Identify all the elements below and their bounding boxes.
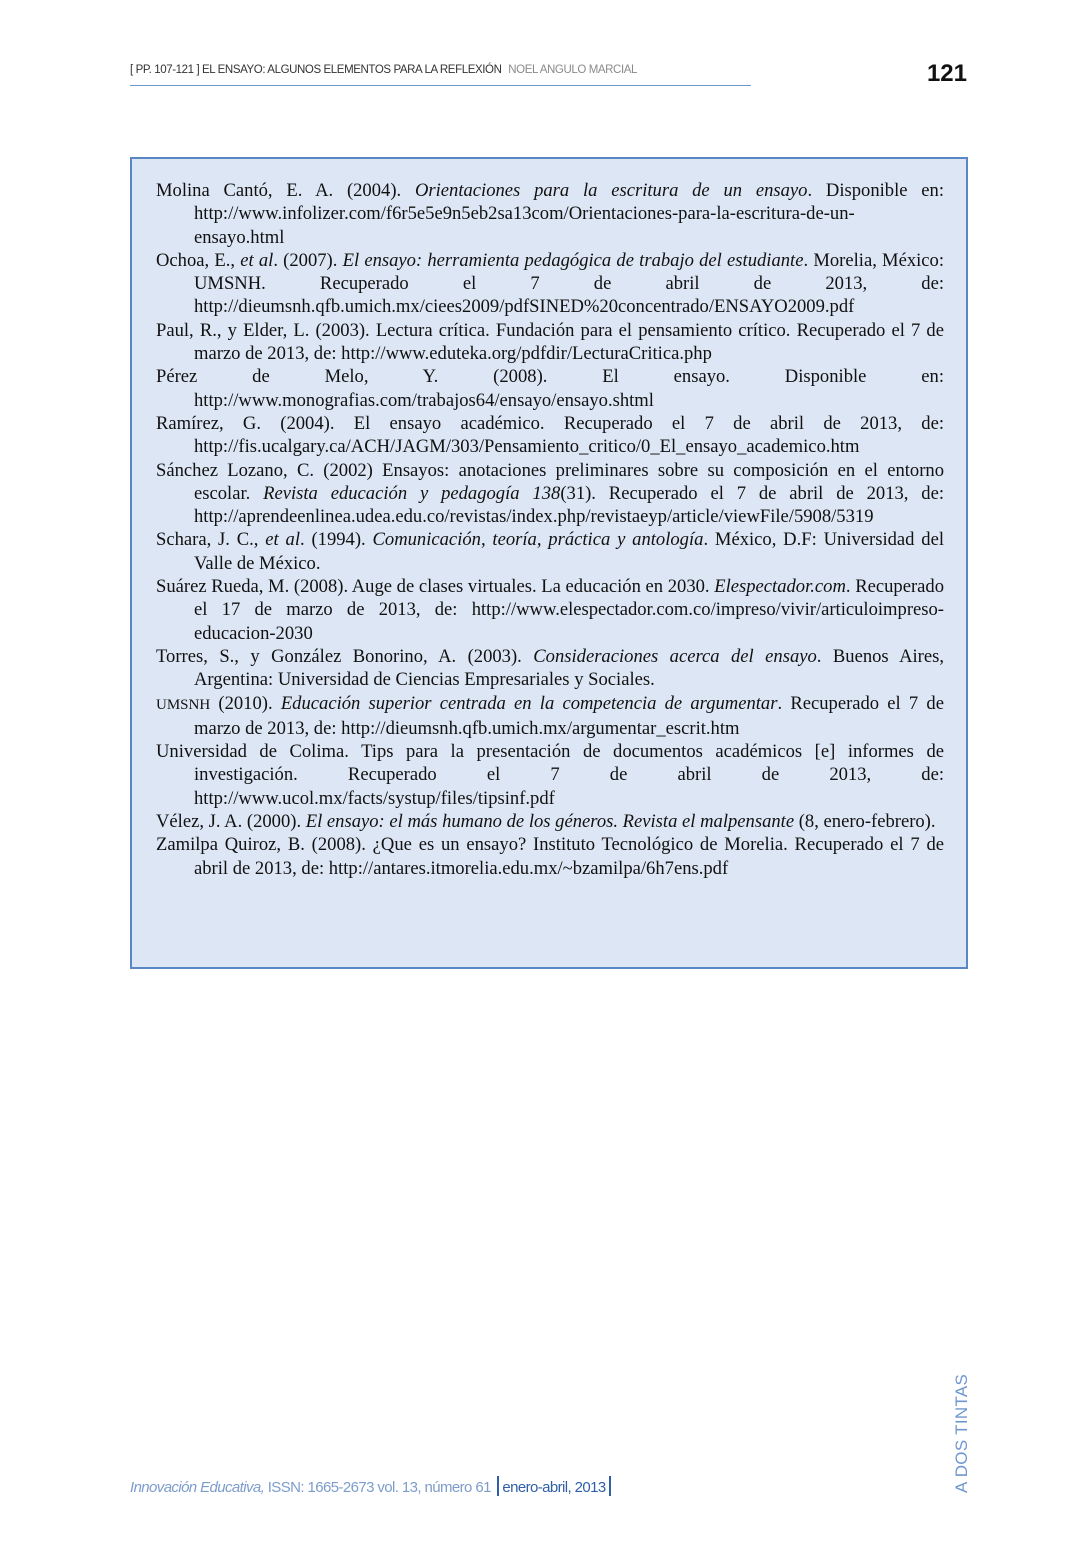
header-author: NOEL ANGULO MARCIAL: [508, 64, 638, 76]
reference-text: Suárez Rueda, M. (2008). Auge de clases virtuales. La educación en 2030.: [156, 576, 715, 598]
reference-text: Sánchez Lozano, C. (2002) Ensayos: anotaciones preliminares sobre su composición en el entorno escolar.: [156, 459, 944, 504]
reference-text: . México, D.F: Universidad del Valle de México.: [194, 529, 944, 574]
reference-entry: [156, 740, 944, 810]
page-number: 121: [926, 60, 967, 87]
reference-text: . Morelia, México: UMSNH. Recuperado el 7 de abril de 2013, de: http://dieumsnh.qfb.umich.mx/ciees2009/pdfSINED%20concentrado/ENSAYO2009.pdf: [194, 249, 945, 318]
header-pages: [ PP. 107-121 ]: [130, 64, 200, 76]
footer-date: enero-abril, 2013: [502, 1479, 606, 1496]
reference-italic-text: Comunicación, teoría, práctica y antología: [372, 529, 704, 551]
reference-entry: [156, 459, 944, 529]
reference-text: Ramírez, G. (2004). El ensayo académico. Recuperado el 7 de abril de 2013, de: http://fis.ucalgary.ca/ACH/JAGM/303/Pensamiento_critico/0_El_ensayo_academico.htm: [156, 412, 944, 458]
reference-italic-text: et al: [265, 529, 300, 551]
reference-entry: [156, 645, 944, 692]
reference-italic-text: Elespectador.com: [714, 576, 846, 598]
reference-text: . Buenos Aires, Argentina: Universidad de Ciencias Empresariales y Sociales.: [194, 645, 944, 691]
reference-text: Paul, R., y Elder, L. (2003). Lectura crítica. Fundación para el pensamiento crítico. Recuperado el 7 de marzo de 2013, de: http://www.eduteka.org/pdfdir/LecturaCritica.php: [156, 319, 944, 365]
footer-journal: Innovación Educativa,: [130, 1479, 265, 1496]
reference-text: (31). Recuperado el 7 de abril de 2013, de: http://aprendeenlinea.udea.edu.co/revistas/index.php/revistaeyp/article/viewFile/5908/5319: [194, 482, 945, 528]
reference-entry: [156, 249, 944, 319]
reference-entry: [156, 528, 944, 575]
reference-text: Molina Cantó, E. A. (2004).: [156, 180, 415, 201]
footer: [130, 1476, 614, 1496]
reference-italic-text: et al: [240, 249, 274, 271]
reference-entry: [156, 575, 944, 645]
reference-text: UMSNH: [156, 696, 211, 713]
reference-text: . Recuperado el 7 de marzo de 2013, de: http://dieumsnh.qfb.umich.mx/argumentar_escrit.htm: [194, 692, 944, 739]
reference-text: Zamilpa Quiroz, B. (2008). ¿Que es un ensayo? Instituto Tecnológico de Morelia. Recuperado el 7 de abril de 2013, de: http://antares.itmorelia.edu.mx/~bzamilpa/6h7ens.pdf: [156, 834, 944, 879]
reference-text: Pérez de Melo, Y. (2008). El ensayo. Disponible en: http://www.monografias.com/trabajos64/ensayo/ensayo.shtml: [156, 366, 944, 411]
footer-separator: [497, 1476, 499, 1496]
reference-entry: [156, 412, 944, 459]
reference-entry: [156, 319, 944, 366]
reference-text: Ochoa, E.,: [156, 249, 241, 271]
reference-text: Torres, S., y González Bonorino, A. (2003).: [156, 645, 534, 667]
running-header: [130, 64, 751, 86]
references-box: [130, 157, 968, 969]
reference-entry: [156, 179, 944, 249]
reference-entry: [156, 833, 944, 880]
reference-italic-text: Orientaciones para la escritura de un ensayo: [414, 180, 808, 201]
reference-italic-text: El ensayo: herramienta pedagógica de trabajo del estudiante: [342, 249, 804, 271]
reference-text: . Recuperado el 17 de marzo de 2013, de: http://www.elespectador.com.co/impreso/vivir/articuloimpreso-educacion-2030: [194, 576, 945, 644]
reference-text: Vélez, J. A. (2000).: [156, 811, 306, 833]
side-label: A DOS TINTAS: [952, 1373, 971, 1493]
reference-entry: [156, 365, 944, 412]
reference-italic-text: Educación superior centrada en la competencia de argumentar: [280, 692, 778, 714]
reference-text: (8, enero-febrero).: [794, 811, 936, 833]
reference-italic-text: El ensayo: el más humano de los géneros. Revista el malpensante: [305, 811, 795, 833]
reference-text: Universidad de Colima. Tips para la presentación de documentos académicos [e] informes de investigación. Recuperado el 7 de abril de 2013, de: http://www.ucol.mx/facts/systup/files/tipsinf.pdf: [156, 741, 944, 809]
reference-italic-text: Consideraciones acerca del ensayo: [533, 645, 817, 667]
reference-entry: [156, 692, 944, 741]
footer-issn: ISSN: 1665-2673 vol. 13, número 61: [264, 1479, 491, 1496]
reference-text: . (1994).: [299, 529, 373, 551]
reference-text: Schara, J. C.,: [156, 529, 266, 551]
footer-separator: [609, 1476, 611, 1496]
reference-text: . Disponible en: http://www.infolizer.com/f6r5e5e9n5eb2sa13com/Orientaciones-para-la-escritura-de-un-ensayo.html: [194, 180, 945, 248]
reference-text: (2010).: [210, 692, 281, 714]
header-article-title: EL ENSAYO: ALGUNOS ELEMENTOS PARA LA REFLEXIÓN: [202, 64, 502, 76]
reference-list: [156, 179, 944, 880]
reference-italic-text: Revista educación y pedagogía 138: [263, 482, 561, 504]
reference-entry: [156, 810, 944, 833]
reference-text: . (2007).: [273, 249, 343, 271]
